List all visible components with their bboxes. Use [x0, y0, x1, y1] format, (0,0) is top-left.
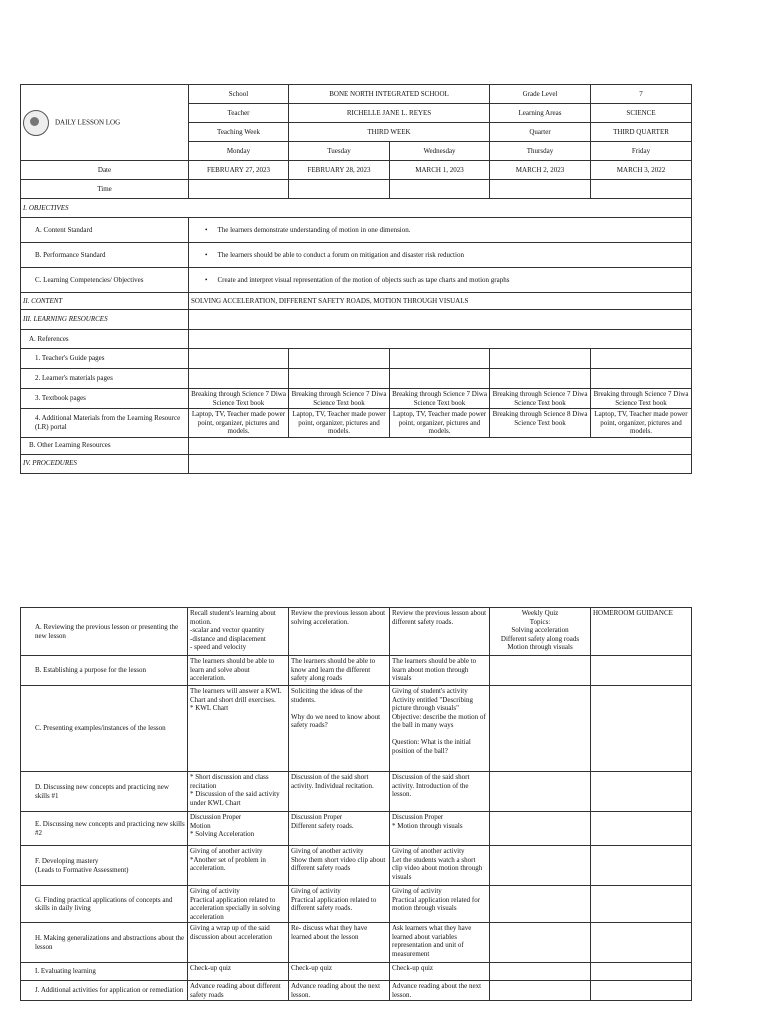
procedure-row [21, 686, 692, 772]
procedure-cell: Discussion Proper Motion * Solving Acceleration [188, 812, 289, 846]
empty-cell [189, 349, 289, 369]
procedure-cell [591, 772, 692, 812]
procedure-label: H. Making generalizations and abstractions about the lesson [21, 923, 188, 963]
time-cell [289, 180, 390, 199]
day-tuesday: Tuesday [289, 142, 390, 161]
procedure-cell: Discussion Proper Different safety roads. [289, 812, 390, 846]
procedure-cell [490, 886, 591, 923]
grade-label: Grade Level [490, 85, 591, 104]
procedure-cell: The learners will answer a KWL Chart and short drill exercises. * KWL Chart [188, 686, 289, 772]
procedure-label: B. Establishing a purpose for the lesson [21, 656, 188, 686]
procedure-cell [591, 812, 692, 846]
procedure-label: D. Discussing new concepts and practicing new skills #1 [21, 772, 188, 812]
date-thursday: MARCH 2, 2023 [490, 161, 591, 180]
additional-tuesday: Laptop, TV, Teacher made power point, organizer, pictures and models. [289, 409, 390, 438]
textbook-pages-label: 3. Textbook pages [21, 389, 189, 409]
empty-cell [390, 369, 490, 389]
procedure-row [21, 963, 692, 981]
procedure-cell [591, 923, 692, 963]
procedures-table [20, 607, 692, 1001]
procedure-cell: Discussion of the said short activity. Individual recitation. [289, 772, 390, 812]
day-thursday: Thursday [490, 142, 591, 161]
procedure-cell [490, 981, 591, 1001]
materials-pages-label: 2. Learner's materials pages [21, 369, 189, 389]
procedure-cell: Advance reading about different safety roads [188, 981, 289, 1001]
procedure-label: A. Reviewing the previous lesson or presenting the new lesson [21, 608, 188, 656]
daily-lesson-log-table [20, 84, 692, 474]
procedure-label: G. Finding practical applications of concepts and skills in daily living [21, 886, 188, 923]
procedure-cell: HOMEROOM GUIDANCE [591, 608, 692, 656]
procedure-cell: Soliciting the ideas of the students. Why do we need to know about safety roads? [289, 686, 390, 772]
textbook-thursday: Breaking through Science 7 Diwa Science Text book [490, 389, 591, 409]
school-value: BONE NORTH INTEGRATED SCHOOL [289, 85, 490, 104]
school-label: School [189, 85, 289, 104]
page-title: DAILY LESSON LOG [55, 118, 121, 127]
empty-cell [591, 369, 692, 389]
procedures-empty [189, 454, 692, 473]
empty-cell [390, 349, 490, 369]
time-label: Time [21, 180, 189, 199]
procedure-cell [591, 846, 692, 886]
procedure-label: E. Discussing new concepts and practicing new skills #2 [21, 812, 188, 846]
content-standard-value: • The learners demonstrate understanding of motion in one dimension. [189, 218, 692, 243]
procedure-cell [490, 812, 591, 846]
area-value: SCIENCE [591, 104, 692, 123]
procedure-cell: Advance reading about the next lesson. [390, 981, 490, 1001]
other-resources-empty [189, 437, 692, 454]
date-wednesday: MARCH 1, 2023 [390, 161, 490, 180]
deped-seal-icon [23, 110, 49, 136]
procedure-cell: Discussion of the said short activity. Introduction of the lesson. [390, 772, 490, 812]
additional-wednesday: Laptop, TV, Teacher made power point, organizer, pictures and models. [390, 409, 490, 438]
time-cell [591, 180, 692, 199]
empty-cell [289, 369, 390, 389]
resources-heading: III. LEARNING RESOURCES [21, 310, 189, 330]
textbook-tuesday: Breaking through Science 7 Diwa Science Text book [289, 389, 390, 409]
procedure-cell [490, 656, 591, 686]
procedures-heading: IV. PROCEDURES [21, 454, 189, 473]
procedure-cell: Giving of activity Practical application related for motion through visuals [390, 886, 490, 923]
time-cell [490, 180, 591, 199]
procedure-cell: Giving of activity Practical application related to acceleration specially in solving acceleration [188, 886, 289, 923]
procedure-cell: Review the previous lesson about different safety roads. [390, 608, 490, 656]
procedure-cell [591, 963, 692, 981]
day-friday: Friday [591, 142, 692, 161]
procedure-cell: The learners should be able to learn about motion through visuals [390, 656, 490, 686]
date-monday: FEBRUARY 27, 2023 [189, 161, 289, 180]
procedure-cell: Check-up quiz [390, 963, 490, 981]
procedure-row [21, 886, 692, 923]
week-label: Teaching Week [189, 123, 289, 142]
date-label: Date [21, 161, 189, 180]
quarter-value: THIRD QUARTER [591, 123, 692, 142]
time-cell [189, 180, 289, 199]
procedure-row [21, 812, 692, 846]
other-resources-label: B. Other Learning Resources [21, 437, 189, 454]
teacher-label: Teacher [189, 104, 289, 123]
empty-cell [189, 369, 289, 389]
procedure-label: J. Additional activities for application or remediation [21, 981, 188, 1001]
procedure-cell [591, 686, 692, 772]
procedure-row [21, 923, 692, 963]
procedure-cell [490, 963, 591, 981]
textbook-monday: Breaking through Science 7 Diwa Science Text book [189, 389, 289, 409]
competencies-label: C. Learning Competencies/ Objectives [21, 268, 189, 293]
guide-pages-label: 1. Teacher's Guide pages [21, 349, 189, 369]
header-title-cell [21, 85, 189, 161]
procedure-cell: The learners should be able to know and learn the different safety along roads [289, 656, 390, 686]
additional-friday: Laptop, TV, Teacher made power point, organizer, pictures and models. [591, 409, 692, 438]
empty-cell [591, 349, 692, 369]
procedure-cell: Discussion Proper * Motion through visuals [390, 812, 490, 846]
procedure-cell: Advance reading about the next lesson. [289, 981, 390, 1001]
procedure-cell: Giving of activity Practical application related to different safety roads. [289, 886, 390, 923]
content-value: SOLVING ACCELERATION, DIFFERENT SAFETY ROADS, MOTION THROUGH VISUALS [189, 293, 692, 310]
content-standard-label: A. Content Standard [21, 218, 189, 243]
references-empty [189, 330, 692, 349]
time-cell [390, 180, 490, 199]
date-tuesday: FEBRUARY 28, 2023 [289, 161, 390, 180]
area-label: Learning Areas [490, 104, 591, 123]
procedure-cell: Giving of another activity Show them short video clip about different safety roads [289, 846, 390, 886]
procedure-cell [591, 981, 692, 1001]
procedure-cell: Recall student's learning about motion. -scalar and vector quantity -distance and displacement - speed and velocity [188, 608, 289, 656]
competencies-value: • Create and interpret visual representation of the motion of objects such as tape charts and motion graphs [189, 268, 692, 293]
procedure-cell [591, 886, 692, 923]
textbook-wednesday: Breaking through Science 7 Diwa Science Text book [390, 389, 490, 409]
resources-empty [189, 310, 692, 330]
procedure-cell: Check-up quiz [188, 963, 289, 981]
procedure-row [21, 608, 692, 656]
procedure-cell: Review the previous lesson about solving acceleration. [289, 608, 390, 656]
quarter-label: Quarter [490, 123, 591, 142]
procedure-label: C. Presenting examples/instances of the lesson [21, 686, 188, 772]
additional-thursday: Breaking through Science 8 Diwa Science Text book [490, 409, 591, 438]
procedure-cell: Ask learners what they have learned about variables representation and unit of measurement [390, 923, 490, 963]
procedure-row [21, 846, 692, 886]
procedure-label: F. Developing mastery (Leads to Formative Assessment) [21, 846, 188, 886]
procedure-cell [591, 656, 692, 686]
empty-cell [490, 369, 591, 389]
date-friday: MARCH 3, 2022 [591, 161, 692, 180]
procedure-cell: Giving of another activity Let the students watch a short clip video about motion through visuals [390, 846, 490, 886]
procedure-cell [490, 846, 591, 886]
teacher-value: RICHELLE JANE L. REYES [289, 104, 490, 123]
performance-standard-value: • The learners should be able to conduct a forum on mitigation and disaster risk reduction [189, 243, 692, 268]
procedure-cell: Check-up quiz [289, 963, 390, 981]
procedure-cell: The learners should be able to learn and solve about acceleration. [188, 656, 289, 686]
day-monday: Monday [189, 142, 289, 161]
additional-monday: Laptop, TV, Teacher made power point, organizer, pictures and models. [189, 409, 289, 438]
content-heading: II. CONTENT [21, 293, 189, 310]
textbook-friday: Breaking through Science 7 Diwa Science Text book [591, 389, 692, 409]
procedure-row [21, 772, 692, 812]
grade-value: 7 [591, 85, 692, 104]
empty-cell [490, 349, 591, 369]
additional-materials-label: 4. Additional Materials from the Learning Resource (LR) portal [21, 409, 189, 438]
procedure-cell [490, 772, 591, 812]
performance-standard-label: B. Performance Standard [21, 243, 189, 268]
procedure-cell: Re- discuss what they have learned about the lesson [289, 923, 390, 963]
procedure-cell: Giving of another activity *Another set of problem in acceleration. [188, 846, 289, 886]
day-wednesday: Wednesday [390, 142, 490, 161]
procedure-cell [490, 923, 591, 963]
empty-cell [289, 349, 390, 369]
procedure-label: I. Evaluating learning [21, 963, 188, 981]
procedure-cell: Weekly Quiz Topics: Solving acceleration Different safety along roads Motion through visuals [490, 608, 591, 656]
procedure-cell [490, 686, 591, 772]
procedure-row [21, 981, 692, 1001]
week-value: THIRD WEEK [289, 123, 490, 142]
procedure-cell: Giving a wrap up of the said discussion about acceleration [188, 923, 289, 963]
procedure-cell: * Short discussion and class recitation * Discussion of the said activity under KWL Chart [188, 772, 289, 812]
procedure-row [21, 656, 692, 686]
references-label: A. References [21, 330, 189, 349]
objectives-heading: I. OBJECTIVES [21, 199, 692, 218]
procedure-cell: Giving of student's activity Activity entitled "Describing picture through visuals" Objective: describe the motion of the ball in many ways Question: What is the initial position of the ball? [390, 686, 490, 772]
